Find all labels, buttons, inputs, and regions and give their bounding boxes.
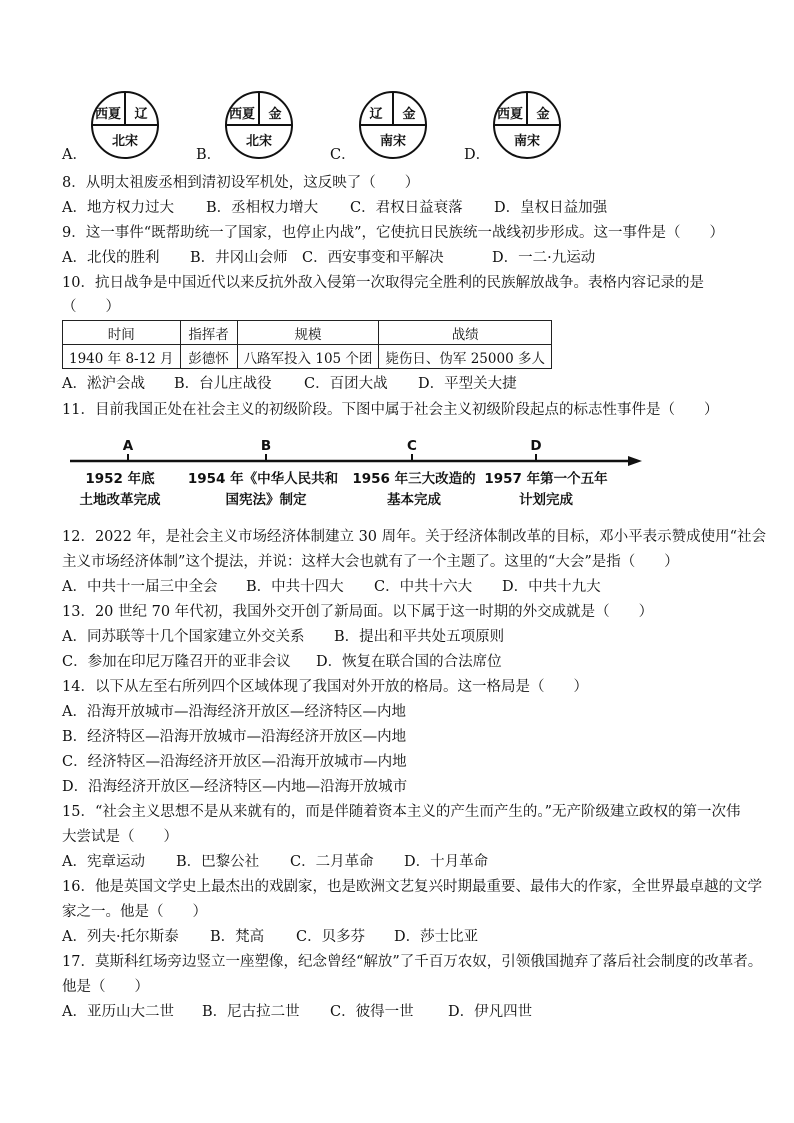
q7-option-c[interactable]	[330, 90, 460, 170]
q7-option-d[interactable]	[464, 90, 594, 170]
q12-option-a[interactable]: A．中共十一届三中全会	[62, 579, 218, 595]
table-header-row	[63, 321, 552, 345]
q14-stem: 14．以下从左至右所列四个区域体现了我国对外开放的格局。这一格局是（ ）	[62, 679, 588, 695]
col-header-commander: 指挥者	[180, 321, 237, 345]
timeline-event-c-line2: 基本完成	[387, 492, 441, 508]
q14-option-b[interactable]: B．经济特区—沿海开放城市—沿海经济开放区—内地	[62, 729, 407, 745]
q16-option-b[interactable]: B．梵高	[210, 929, 265, 945]
q15-stem: 15．“社会主义思想不是从来就有的，而是伴随着资本主义的产生而产生的。”无产阶级建立政权的第一次伟	[62, 804, 741, 820]
q15-stem-cont: 大尝试是（ ）	[62, 829, 178, 845]
q12-stem-cont: 主义市场经济体制”这个提法，并说：这样大会也就有了一个主题了。这里的“大会”是指（ ）	[62, 554, 679, 570]
option-letter: B．	[196, 147, 222, 163]
q12-options	[62, 577, 601, 597]
col-header-time: 时间	[63, 321, 181, 345]
q10-option-b[interactable]: B．台儿庄战役	[174, 376, 272, 392]
timeline-event-b-line1: 1954 年《中华人民共和	[187, 471, 339, 487]
q8-option-a[interactable]: A．地方权力过大	[62, 200, 174, 216]
q15-option-d[interactable]: D．十月革命	[404, 854, 489, 870]
timeline-event-c-line1: 1956 年三大改造的	[352, 471, 476, 487]
q16-stem-cont: 家之一。他是（ ）	[62, 904, 207, 920]
q10-option-a[interactable]: A．淞沪会战	[62, 376, 145, 392]
region-right-label: 辽	[134, 107, 148, 122]
q10-option-c[interactable]: C．百团大战	[304, 376, 388, 392]
q17-option-b[interactable]: B．尼古拉二世	[202, 1004, 300, 1020]
q17-options	[62, 1002, 532, 1022]
timeline-event-a-line2: 土地改革完成	[79, 492, 161, 508]
q12-option-d[interactable]: D．中共十九大	[502, 579, 601, 595]
q16-stem: 16．他是英国文学史上最杰出的戏剧家，也是欧洲文艺复兴时期最重要、最伟大的作家，全世界最卓越的文学	[62, 879, 762, 895]
region-bottom-label: 南宋	[379, 134, 407, 149]
q10-stem-blank: （ ）	[62, 299, 120, 315]
col-header-scale: 规模	[237, 321, 379, 345]
q14-option-d[interactable]: D．沿海经济开放区—经济特区—内地—沿海开放城市	[62, 779, 408, 795]
q12-stem: 12．2022 年，是社会主义市场经济体制建立 30 周年。关于经济体制改革的目标，邓小平表示赞成使用“社会	[62, 529, 767, 545]
territory-circle-diagram	[90, 90, 160, 160]
q9-option-b[interactable]: B．井冈山会师	[190, 250, 288, 266]
q16-option-c[interactable]: C．贝多芬	[296, 929, 366, 945]
territory-circle-diagram	[492, 90, 562, 160]
region-bottom-label: 北宋	[111, 134, 139, 149]
territory-circle-diagram	[224, 90, 294, 160]
q11-timeline	[62, 432, 652, 522]
region-bottom-label: 北宋	[245, 134, 273, 149]
q17-option-c[interactable]: C．彼得一世	[330, 1004, 414, 1020]
timeline-event-b-line2: 国宪法》制定	[225, 492, 307, 508]
q16-option-d[interactable]: D．莎士比亚	[394, 929, 479, 945]
option-letter: C．	[330, 147, 356, 163]
q17-option-a[interactable]: A．亚历山大二世	[62, 1004, 174, 1020]
q10-option-d[interactable]: D．平型关大捷	[418, 376, 517, 392]
q7-option-b[interactable]	[196, 90, 326, 170]
q17-stem: 17．莫斯科红场旁边竖立一座塑像，纪念曾经“解放”了千百万农奴，引领俄国抛弃了落后社会制度的改革者。	[62, 954, 763, 970]
q16-option-a[interactable]: A．列夫·托尔斯泰	[62, 929, 179, 945]
q14-option-a[interactable]: A．沿海开放城市—沿海经济开放区—经济特区—内地	[62, 704, 406, 720]
q15-options	[62, 852, 488, 872]
option-letter: A．	[62, 147, 87, 163]
q8-option-d[interactable]: D．皇权日益加强	[494, 200, 608, 216]
timeline-label-b: B	[260, 438, 272, 454]
q16-options	[62, 927, 478, 947]
region-right-label: 金	[536, 107, 550, 122]
timeline-event-d-line1: 1957 年第一个五年	[484, 471, 608, 487]
timeline-label-a: A	[122, 438, 134, 454]
region-right-label: 金	[268, 107, 282, 122]
q8-option-b[interactable]: B．丞相权力增大	[206, 200, 319, 216]
q15-option-a[interactable]: A．宪章运动	[62, 854, 145, 870]
q9-option-c[interactable]: C．西安事变和平解决	[302, 250, 444, 266]
q9-options	[62, 248, 595, 268]
q9-option-d[interactable]: D．一二·九运动	[492, 250, 596, 266]
q17-option-d[interactable]: D．伊凡四世	[448, 1004, 533, 1020]
q15-option-c[interactable]: C．二月革命	[290, 854, 374, 870]
q7-option-a[interactable]	[62, 90, 192, 170]
cell-scale: 八路军投入 105 个团	[237, 345, 379, 369]
cell-time: 1940 年 8-12 月	[63, 345, 181, 369]
q13-option-d[interactable]: D．恢复在联合国的合法席位	[316, 654, 502, 670]
col-header-result: 战绩	[379, 321, 552, 345]
region-left-label: 西夏	[94, 107, 122, 122]
timeline-label-d: D	[530, 438, 542, 454]
q8-stem: 8．从明太祖废丞相到清初设军机处，这反映了（ ）	[62, 175, 420, 191]
q15-option-b[interactable]: B．巴黎公社	[176, 854, 260, 870]
table-row	[63, 345, 552, 369]
q10-options	[62, 374, 517, 394]
battle-record-table	[62, 320, 552, 369]
region-left-label: 西夏	[496, 107, 524, 122]
q12-option-c[interactable]: C．中共十六大	[374, 579, 473, 595]
option-letter: D．	[464, 147, 491, 163]
timeline-event-a-line1: 1952 年底	[85, 471, 155, 487]
region-left-label: 辽	[369, 107, 383, 122]
region-right-label: 金	[402, 107, 416, 122]
timeline-diagram	[62, 432, 652, 522]
q8-option-c[interactable]: C．君权日益衰落	[350, 200, 463, 216]
region-left-label: 西夏	[228, 107, 256, 122]
q13-options-row2	[62, 652, 502, 672]
cell-result: 毙伤日、伪军 25000 多人	[379, 345, 552, 369]
q13-option-b[interactable]: B．提出和平共处五项原则	[334, 629, 505, 645]
region-bottom-label: 南宋	[513, 134, 541, 149]
timeline-arrow-icon	[628, 456, 642, 466]
timeline-event-d-line2: 计划完成	[519, 492, 573, 508]
q13-stem: 13．20 世纪 70 年代初，我国外交开创了新局面。以下属于这一时期的外交成就是（ ）	[62, 604, 654, 620]
q9-stem: 9．这一事件“既帮助统一了国家，也停止内战”，它使抗日民族统一战线初步形成。这一事件是（ ）	[62, 225, 725, 241]
q13-options-row1	[62, 627, 504, 647]
q8-options	[62, 198, 607, 218]
q13-option-a[interactable]: A．同苏联等十几个国家建立外交关系	[62, 629, 305, 645]
q9-option-a[interactable]: A．北伐的胜利	[62, 250, 160, 266]
q10-stem: 10．抗日战争是中国近代以来反抗外敌入侵第一次取得完全胜利的民族解放战争。表格内容记录的是	[62, 275, 704, 291]
timeline-label-c: C	[407, 438, 417, 454]
q12-option-b[interactable]: B．中共十四大	[246, 579, 344, 595]
territory-circle-diagram	[358, 90, 428, 160]
q17-stem-cont: 他是（ ）	[62, 979, 149, 995]
q13-option-c[interactable]: C．参加在印尼万隆召开的亚非会议	[62, 654, 291, 670]
q11-stem: 11．目前我国正处在社会主义的初级阶段。下图中属于社会主义初级阶段起点的标志性事件是（ ）	[62, 402, 719, 418]
q14-option-c[interactable]: C．经济特区—沿海经济开放区—沿海开放城市—内地	[62, 754, 407, 770]
cell-commander: 彭德怀	[180, 345, 237, 369]
